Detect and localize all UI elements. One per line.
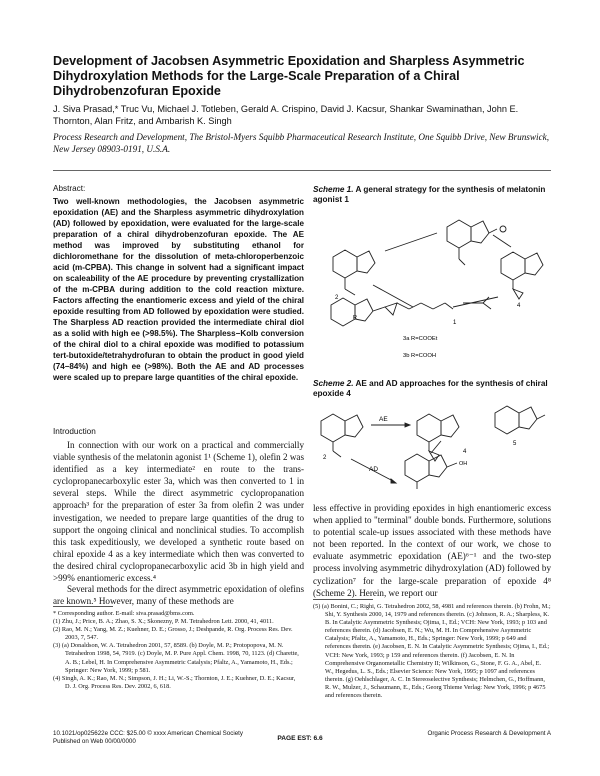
scheme-2-oh-label: OH bbox=[459, 461, 468, 467]
abstract-heading: Abstract: bbox=[53, 184, 86, 193]
scheme-1-compound-1: 1 bbox=[453, 320, 457, 326]
scheme-2-label: Scheme 2. bbox=[313, 379, 354, 388]
scheme-1-text: A general strategy for the synthesis of melatonin agonist 1 bbox=[313, 185, 546, 204]
footnote-4: (4) Singh, A. K.; Rao, M. N.; Simpson, J. H.; Li, W.-S.; Thornton, J. E.; Kuehner, D. E.; Kacsur, D. J. Org. Process Res. Dev. 2002, 6, 618. bbox=[53, 674, 296, 690]
scheme-1-compound-2: 2 bbox=[335, 295, 339, 301]
affiliation: Process Research and Development, The Bristol-Myers Squibb Pharmaceutical Research Institute, One Squibb Drive, New Brunswick, New Jersey 08903-0191, U.S.A. bbox=[53, 132, 550, 154]
footnotes-right bbox=[313, 603, 551, 700]
article-title: Development of Jacobsen Asymmetric Epoxidation and Sharpless Asymmetric Dihydroxylation Methods for the Large-Scale Preparation of a Chiral Dihydrobenzofuran Epoxide bbox=[53, 54, 525, 98]
intro-paragraph-2: Several methods for the direct asymmetric epoxidation of olefins are known.⁵ However, many of these methods are bbox=[53, 584, 304, 607]
scheme-2-compound-4: 4 bbox=[463, 449, 467, 455]
footer-doi: 10.1021/op025622e CCC: $25.00 © xxxx American Chemical Society bbox=[53, 730, 243, 737]
scheme-1-diagram bbox=[313, 207, 551, 372]
scheme-2-caption bbox=[313, 379, 551, 399]
scheme-1-r: R bbox=[353, 315, 357, 321]
scheme-2-compound-5: 5 bbox=[513, 441, 517, 447]
introduction-heading: Introduction bbox=[53, 427, 96, 436]
page-footer-left bbox=[53, 730, 243, 746]
footer-journal: Organic Process Research & Development A bbox=[427, 730, 551, 737]
footnote-2: (2) Rao, M. N.; Yang, M. Z.; Kuehner, D. E.; Grosso, J.; Deshpande, R. Org. Process Res. Dev. 2003, 7, 547. bbox=[53, 626, 293, 642]
scheme-2-text: AE and AD approaches for the synthesis of chiral epoxide 4 bbox=[313, 379, 548, 398]
scheme-1-reagent-3a: 3a R=COOEt bbox=[403, 336, 438, 342]
footer-page-estimate: PAGE EST: 6.6 bbox=[277, 735, 323, 742]
intro-paragraph-1: In connection with our work on a practical and commercially viable synthesis of the melatonin agonist 1¹ (Scheme 1), olefin 2 was identified as a key intermediate² en route to the trans-cyclopropanecarboxylic ester 3a, which was then converted to 1 in several steps. While the direct asymmetric cyclopropanation approach³ for the preparation of ester 3a from olefin 2 was under investigation, we needed to prepare large quantities of the drug to support the ongoing clinical and nonclinical studies. To accomplish this task expeditiously, we developed a synthetic route based on chiral epoxide 4 as a key intermediate which then was converted to the desired chiral cyclopropanecarboxylic acid 3b in high yield and >99% enantiomeric excess.⁴ bbox=[53, 440, 304, 584]
scheme-1-label: Scheme 1. bbox=[313, 185, 354, 194]
intro-paragraph-3: less effective in providing epoxides in high enantiomeric excess when applied to "terminal" double bonds. Furthermore, solutions to potential scale-up issues associated with these methods have not been reported. In the context of our work, we chose to evaluate asymmetric epoxidation (AE)⁶⁻¹ and the two-step process involving asymmetric dihydroxylation (AD) followed by cyclization⁷ for the large-scale preparation of epoxide 4⁸ (Scheme 2). Herein, we report our bbox=[313, 503, 551, 598]
footnote-3: (3) (a) Donaldson, W. A. Tetrahedron 2001, 57, 8589. (b) Doyle, M. P.; Protopopova, M. N. Tetrahedron 1998, 54, 7919. (c) Doyle, M. P. Pure Appl. Chem. 1998, 70, 1123. (d) Charette, A. B.; Lebel, H. In Comprehensive Asymmetric Catalysis; Pfaltz, A., Yamamoto, H., Eds.; Springer: New York, 1999; p 581. bbox=[53, 642, 299, 674]
scheme-1-compound-4: 4 bbox=[517, 303, 521, 309]
scheme-2-compound-2: 2 bbox=[323, 455, 327, 461]
footnote-rule-left bbox=[53, 606, 113, 607]
footnotes-left bbox=[53, 610, 303, 691]
scheme-1-reagent-3b: 3b R=COOH bbox=[403, 353, 437, 359]
footnote-rule-right bbox=[313, 599, 373, 600]
scheme-1-caption bbox=[313, 185, 551, 205]
footer-published: Published on Web 00/00/0000 bbox=[53, 738, 136, 745]
footnote-1: (1) Zhu, J.; Price, B. A.; Zhao, S. X.; Skonezny, P. M. Tetrahedron Lett. 2000, 41, 4011. bbox=[53, 618, 274, 626]
footnote-5: (5) (a) Bonini, C.; Righi, G. Tetrahedron 2002, 58, 4981 and references therein. (b) Frohn, M.; Shi, Y. Synthesis 2000, 14, 1979 and references therein. (c) Johnson, R. A.; Sharpless, K. B. In Catalytic Asymmetric Synthesis; Ojima, I., Ed.; VCH: New York, 1993; p 103 and references therein. (d) Jacobsen, E. N.; Wu, M. H. In Comprehensive Asymmetric Catalysis; Pfaltz, A., Yamamoto, H., Eds.; Springer: New York, 1999; p 649 and references therein. (e) Jacobsen, E. N. In Catalytic Asymmetric Synthesis; Ojima, I., Ed.; VCH: New York, 1993; p 159 and references therein. (f) Jacobsen, E. N. In Comprehensive Organometallic Chemistry II; Wilkinson, G., Stone, F. G. A., Abel, E. W., Hegedus, L. S., Eds.; Elsevier Science: New York, 1995; p 1097 and references therein. (g) Oehlschlager, A. C. In Stereoselective Synthesis; Helmchen, G., Hoffmann, R. W., Mulzer, J., Schaumann, E., Eds.; Georg Thieme Verlag: New York, 1996; p 4675 and references therein. bbox=[313, 603, 551, 700]
author-list: J. Siva Prasad,* Truc Vu, Michael J. Totleben, Gerald A. Crispino, David J. Kacsur, Shankar Swaminathan, John E. Thornton, Alan Fritz, and Ambarish K. Singh bbox=[53, 104, 519, 126]
abstract-text: Two well-known methodologies, the Jacobsen asymmetric epoxidation (AE) and the Sharpless asymmetric dihydroxylation (AD) followed by epoxidation, were evaluated for the large-scale preparation of a chiral dihydrobenzofuran epoxide. The AE method was improved by substituting ethanol for dichloromethane for the dissolution of meta-chloroperbenzoic acid (m-CPBA). This change in solvent had a significant impact on scaleability of the AE procedure by preventing crystallization of the m-CPBA during addition to the cold reaction mixture. Factors affecting the enantiomeric excess and yield of the chiral epoxide resulting from AD followed by epoxidation were studied. The Sharpless AD reaction provided the intermediate chiral diol as a solid with high ee (>98.5%). The Sharpless−Kolb conversion of the chiral diol to a chiral epoxide was modified to potassium tert-butoxide/tetrahydrofuran to obtain the product in good yield (74−84%) and high ee (>98%). Both the AE and AD processes were scaled up to prepare large quantities of the chiral epoxide. bbox=[53, 197, 304, 382]
scheme-2-ad-label: AD bbox=[369, 466, 379, 473]
scheme-2-diagram bbox=[313, 401, 551, 496]
footnote-corresponding: * Corresponding author. E-mail: siva.prasad@bms.com. bbox=[53, 610, 195, 617]
header-rule bbox=[53, 170, 551, 171]
scheme-2-ae-label: AE bbox=[379, 416, 388, 423]
